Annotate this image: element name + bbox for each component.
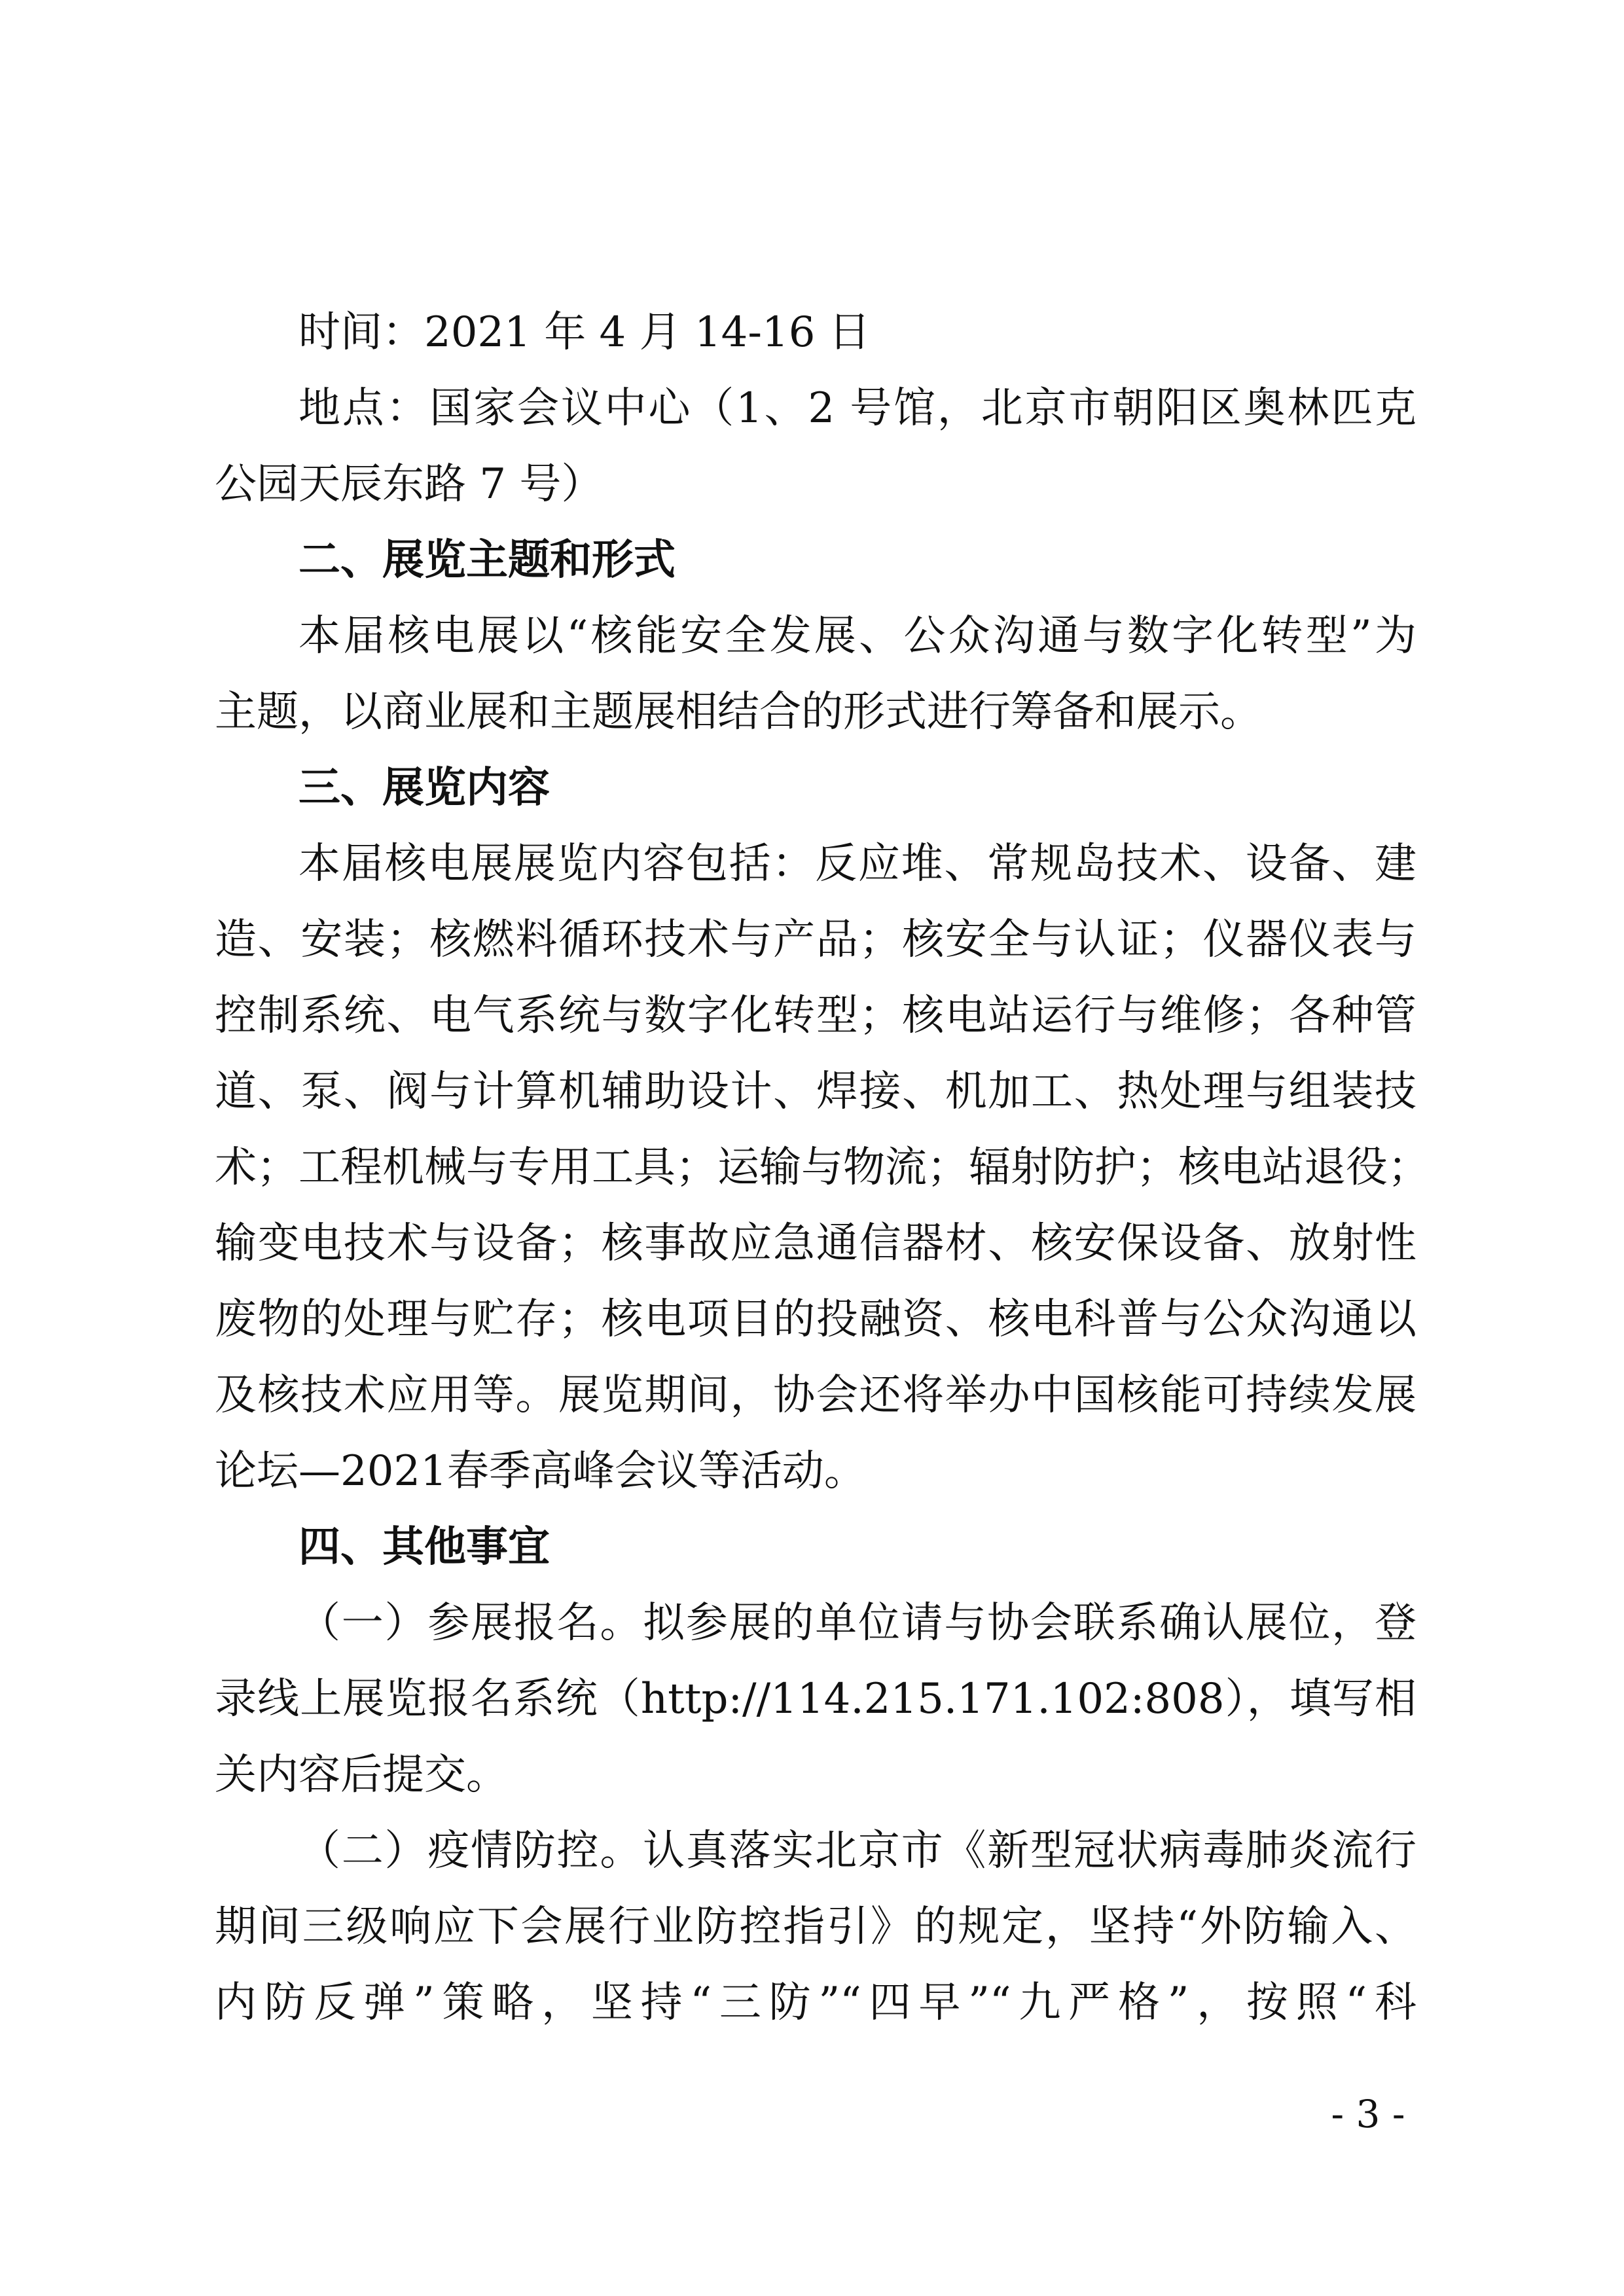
paragraph-line: 关内容后提交。: [215, 1751, 508, 1799]
paragraph-line: 术；工程机械与专用工具；运输与物流；辐射防护；核电站退役；: [215, 1143, 1430, 1192]
page-number: - 3 -: [1331, 2092, 1405, 2136]
paragraph-line: （二）疫情防控。认真落实北京市《新型冠状病毒肺炎流行: [298, 1827, 1416, 1875]
section-heading-other: 四、其他事宜: [298, 1523, 550, 1571]
paragraph-line: 造、安装；核燃料循环技术与产品；核安全与认证；仪器仪表与: [215, 916, 1416, 964]
paragraph-line: 主题，以商业展和主题展相结合的形式进行筹备和展示。: [215, 688, 1262, 736]
paragraph-line: （一）参展报名。拟参展的单位请与协会联系确认展位，登: [298, 1599, 1416, 1647]
location-line-continued: 公园天辰东路 7 号）: [215, 460, 604, 509]
paragraph-line: 及核技术应用等。展览期间，协会还将举办中国核能可持续发展: [215, 1371, 1416, 1420]
section-heading-theme: 二、展览主题和形式: [298, 536, 676, 584]
registration-url-line: 录线上展览报名系统（http://114.215.171.102:808），填写相: [215, 1675, 1416, 1723]
paragraph-line: 内防反弹”策略，坚持“三防”“四早”“九严格”，按照“科: [215, 1979, 1416, 2027]
paragraph-line: 论坛—2021春季高峰会议等活动。: [215, 1447, 866, 1496]
paragraph-line: 控制系统、电气系统与数字化转型；核电站运行与维修；各种管: [215, 992, 1416, 1040]
time-line: 时间：2021 年 4 月 14-16 日: [298, 308, 871, 357]
section-heading-content: 三、展览内容: [298, 764, 550, 812]
paragraph-line: 本届核电展以“核能安全发展、公众沟通与数字化转型”为: [298, 612, 1416, 660]
paragraph-line: 本届核电展展览内容包括：反应堆、常规岛技术、设备、建: [298, 840, 1416, 888]
paragraph-line: 期间三级响应下会展行业防控指引》的规定，坚持“外防输入、: [215, 1903, 1416, 1951]
document-body: [215, 295, 1430, 2041]
paragraph-line: 输变电技术与设备；核事故应急通信器材、核安保设备、放射性: [215, 1219, 1416, 1268]
paragraph-line: 道、泵、阀与计算机辅助设计、焊接、机加工、热处理与组装技: [215, 1067, 1416, 1116]
paragraph-line: 废物的处理与贮存；核电项目的投融资、核电科普与公众沟通以: [215, 1295, 1416, 1344]
location-line: 地点：国家会议中心（1、2 号馆，北京市朝阳区奥林匹克: [298, 384, 1416, 433]
